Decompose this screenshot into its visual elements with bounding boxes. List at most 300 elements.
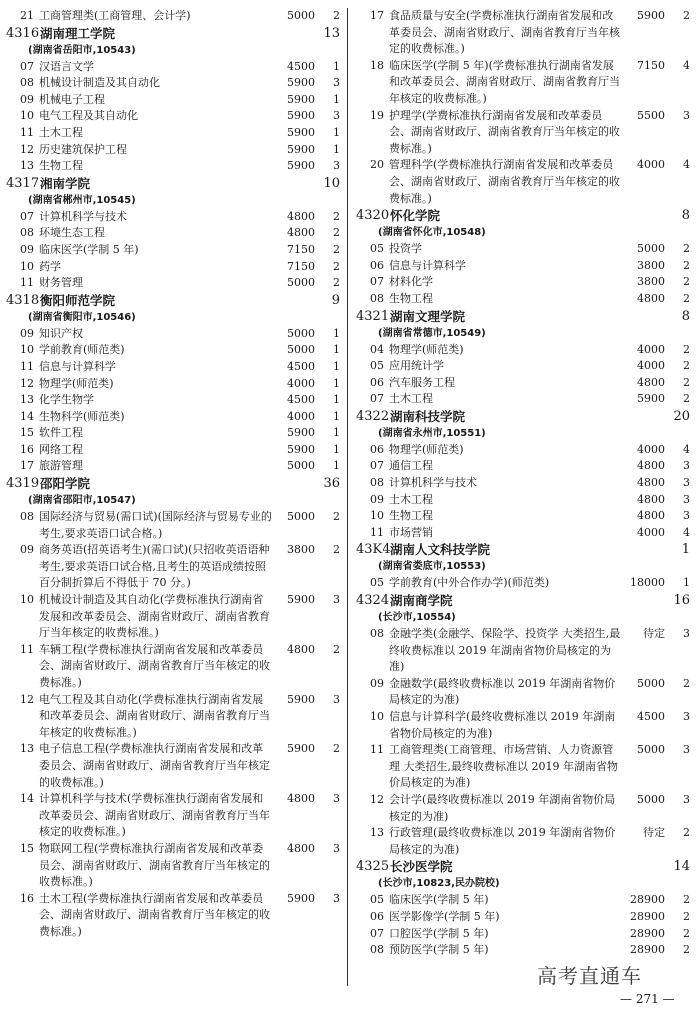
major-row [6, 92, 340, 109]
school-location: (湖南省常德市,10549) [378, 327, 486, 339]
tuition-fee: 18000 [630, 576, 665, 590]
major-row [356, 892, 690, 909]
plan-count: 4 [683, 58, 690, 72]
major-number: 04 [370, 342, 384, 356]
major-number: 07 [370, 926, 384, 940]
tuition-fee: 5900 [637, 392, 665, 406]
tuition-fee: 5000 [287, 276, 315, 290]
major-name: 土木工程 [39, 125, 83, 139]
major-number: 05 [370, 359, 384, 373]
plan-count: 2 [333, 259, 340, 273]
major-number: 11 [20, 125, 34, 139]
major-number: 19 [370, 108, 384, 122]
plan-count: 4 [683, 525, 690, 539]
plan-count: 1 [333, 59, 340, 73]
plan-count: 3 [683, 792, 690, 806]
plan-count: 1 [333, 326, 340, 340]
school-total: 1 [681, 542, 690, 558]
plan-count: 2 [333, 242, 340, 256]
tuition-fee: 4000 [637, 442, 665, 456]
tuition-fee: 5900 [287, 891, 315, 905]
major-number: 12 [20, 142, 34, 156]
major-name: 机械电子工程 [39, 92, 105, 106]
tuition-fee: 4000 [637, 359, 665, 373]
major-name: 食品质量与安全(学费标准执行湖南省发展和改革委员会、湖南省财政厅、湖南省教育厅当年核定的收费标准。) [389, 9, 620, 56]
major-number: 20 [370, 158, 384, 172]
major-name: 生物科学(师范类) [39, 409, 125, 423]
tuition-fee: 4000 [637, 158, 665, 172]
school-total: 8 [681, 308, 690, 324]
major-number: 05 [370, 242, 384, 256]
tuition-fee: 4500 [287, 359, 315, 373]
school-header [356, 858, 690, 876]
major-number: 08 [370, 476, 384, 490]
tuition-fee: 待定 [643, 826, 665, 840]
major-name: 电子信息工程(学费标准执行湖南省发展和改革委员会、湖南省财政厅、湖南省教育厅当年核定的收费标准。) [39, 742, 270, 789]
plan-count: 3 [333, 159, 340, 173]
major-row [6, 242, 340, 259]
major-row [6, 75, 340, 92]
tuition-fee: 待定 [643, 627, 665, 641]
major-number: 10 [370, 710, 384, 723]
plan-count: 3 [333, 692, 340, 706]
plan-count: 3 [683, 108, 690, 122]
major-row [6, 458, 340, 475]
column-divider [347, 8, 348, 986]
tuition-fee: 5900 [287, 442, 315, 456]
plan-count: 2 [683, 375, 690, 389]
tuition-fee: 5900 [287, 92, 315, 106]
plan-count: 2 [333, 226, 340, 240]
major-number: 06 [370, 375, 384, 389]
school-name: 邵阳学院 [40, 476, 91, 492]
major-number: 13 [20, 159, 34, 173]
major-name: 信息与计算科学 [39, 359, 116, 373]
major-name: 汉语言文学 [39, 59, 94, 73]
school-code: 4325 [356, 859, 390, 875]
major-name: 化学生物学 [39, 393, 94, 407]
major-number: 08 [370, 943, 384, 957]
major-number: 15 [20, 841, 34, 855]
school-header [6, 25, 340, 43]
major-name: 临床医学(学制 5 年)(学费标准执行湖南省发展和改革委员会、湖南省财政厅、湖南省教育厅当年核定的收费标准。) [389, 58, 620, 105]
major-name: 财务管理 [39, 276, 83, 290]
tuition-fee: 4800 [637, 509, 665, 523]
major-name: 商务英语(招英语考生)(需口试)(只招收英语语种考生,要求英语口试合格,且考生的英语成绩按照百分制折算后不得低于 70 分。) [39, 543, 270, 590]
plan-count: 2 [333, 209, 340, 223]
major-number: 06 [370, 909, 384, 923]
plan-count: 2 [333, 9, 340, 22]
major-row [356, 108, 690, 158]
major-row [356, 909, 690, 926]
tuition-fee: 5000 [637, 242, 665, 256]
tuition-fee: 4800 [637, 291, 665, 305]
major-number: 08 [370, 291, 384, 305]
tuition-fee: 7150 [287, 259, 315, 273]
plan-count: 2 [683, 291, 690, 305]
major-name: 金融学类(金融学、保险学、投资学 大类招生,最终收费标准以 2019 年湖南省物价局核定的为准) [389, 627, 621, 674]
major-row [356, 742, 690, 792]
major-name: 计算机科学与技术 [39, 209, 127, 223]
school-header [356, 541, 690, 559]
plan-count: 2 [683, 359, 690, 373]
major-number: 15 [20, 426, 34, 440]
plan-count: 3 [333, 841, 340, 855]
tuition-fee: 4800 [637, 476, 665, 490]
tuition-fee: 4800 [287, 209, 315, 223]
major-row [6, 425, 340, 442]
major-row [356, 375, 690, 392]
major-row [6, 841, 340, 891]
major-row [356, 58, 690, 108]
major-number: 08 [370, 627, 384, 641]
tuition-fee: 5900 [287, 593, 315, 607]
school-header [6, 475, 340, 493]
tuition-fee: 28900 [630, 926, 665, 940]
school-location: (长沙市,10823,民办院校) [378, 878, 500, 890]
major-number: 09 [20, 326, 34, 340]
major-row [356, 575, 690, 592]
major-name: 护理学(学费标准执行湖南省发展和改革委员会、湖南省财政厅、湖南省教育厅当年核定的收费标准。) [389, 108, 620, 155]
school-code: 4322 [356, 408, 390, 424]
major-number: 11 [20, 642, 34, 656]
major-name: 信息与计算科学(最终收费标准以 2019 年湖南省物价局核定的为准) [389, 710, 616, 740]
plan-count: 3 [333, 792, 340, 806]
major-name: 计算机科学与技术 [389, 476, 477, 490]
major-row [356, 942, 690, 959]
plan-count: 2 [683, 392, 690, 406]
major-name: 学前教育(中外合作办学)(师范类) [389, 576, 550, 590]
major-number: 13 [20, 742, 34, 756]
major-number: 05 [370, 893, 384, 907]
major-row [6, 542, 340, 592]
school-total: 16 [673, 593, 690, 609]
school-code: 4324 [356, 593, 390, 609]
plan-count: 1 [333, 343, 340, 357]
major-name: 物理学(师范类) [389, 442, 464, 456]
right-column [356, 8, 690, 959]
major-number: 10 [20, 343, 34, 357]
major-row [356, 926, 690, 943]
major-row [356, 676, 690, 709]
tuition-fee: 4000 [287, 376, 315, 390]
major-number: 10 [20, 593, 34, 607]
major-number: 05 [370, 576, 384, 590]
major-row [6, 142, 340, 159]
major-row [356, 709, 690, 742]
major-row [6, 259, 340, 276]
major-row [356, 391, 690, 408]
school-name: 湖南人文科技学院 [390, 542, 491, 558]
major-row [6, 125, 340, 142]
major-name: 临床医学(学制 5 年) [389, 893, 489, 907]
major-name: 汽车服务工程 [389, 375, 455, 389]
major-number: 12 [370, 792, 384, 806]
plan-count: 2 [333, 543, 340, 557]
plan-count: 2 [333, 642, 340, 656]
major-row [6, 209, 340, 226]
school-location: (湖南省娄底市,10553) [378, 561, 486, 573]
major-row [356, 626, 690, 676]
tuition-fee: 5000 [287, 343, 315, 357]
tuition-fee: 5000 [637, 743, 665, 757]
school-total: 10 [323, 175, 340, 191]
major-number: 08 [20, 226, 34, 240]
tuition-fee: 4500 [287, 393, 315, 407]
major-number: 11 [370, 743, 384, 757]
major-row [6, 376, 340, 393]
plan-count: 3 [333, 109, 340, 123]
major-row [6, 326, 340, 343]
school-name: 湖南科技学院 [390, 408, 466, 424]
plan-count: 2 [683, 826, 690, 840]
plan-count: 2 [333, 510, 340, 524]
plan-count: 1 [333, 359, 340, 373]
major-row [356, 525, 690, 542]
major-number: 16 [20, 891, 34, 905]
school-header [356, 308, 690, 326]
tuition-fee: 4500 [637, 710, 665, 723]
major-number: 09 [370, 676, 384, 690]
major-name: 信息与计算科学 [389, 258, 466, 272]
major-row [356, 291, 690, 308]
plan-count: 4 [683, 442, 690, 456]
major-name: 医学影像学(学制 5 年) [389, 909, 500, 923]
major-row [6, 891, 340, 941]
major-row [356, 8, 690, 58]
major-row [6, 225, 340, 242]
major-name: 历史建筑保护工程 [39, 142, 127, 156]
tuition-fee: 3800 [637, 258, 665, 272]
major-name: 市场营销 [389, 525, 433, 539]
major-number: 08 [20, 76, 34, 90]
major-number: 09 [370, 492, 384, 506]
tuition-fee: 5500 [637, 108, 665, 122]
school-name: 湘南学院 [40, 175, 91, 191]
left-column [6, 8, 340, 941]
plan-count: 2 [333, 742, 340, 756]
major-row [356, 241, 690, 258]
major-row [6, 275, 340, 292]
major-number: 07 [20, 209, 34, 223]
major-number: 12 [20, 376, 34, 390]
major-name: 行政管理(最终收费标准以 2019 年湖南省物价局核定的为准) [389, 826, 616, 856]
school-total: 14 [673, 859, 690, 875]
major-name: 生物工程 [389, 291, 433, 305]
major-row [356, 258, 690, 275]
major-name: 通信工程 [389, 459, 433, 473]
plan-count: 1 [333, 376, 340, 390]
plan-count: 3 [683, 710, 690, 723]
major-name: 旅游管理 [39, 459, 83, 473]
tuition-fee: 4800 [287, 226, 315, 240]
school-code: 4316 [6, 25, 40, 41]
major-number: 07 [370, 275, 384, 289]
tuition-fee: 5900 [287, 125, 315, 139]
major-row [356, 458, 690, 475]
plan-count: 2 [683, 893, 690, 907]
major-number: 14 [20, 409, 34, 423]
school-location: (湖南省邵阳市,10547) [28, 495, 136, 507]
tuition-fee: 4800 [287, 841, 315, 855]
major-number: 09 [20, 92, 34, 106]
major-number: 10 [20, 109, 34, 123]
tuition-fee: 28900 [630, 893, 665, 907]
major-name: 物联网工程(学费标准执行湖南省发展和改革委员会、湖南省财政厅、湖南省教育厅当年核定的收费标准。) [39, 841, 270, 889]
school-header [356, 408, 690, 426]
major-number: 06 [370, 442, 384, 456]
major-name: 计算机科学与技术(学费标准执行湖南省发展和改革委员会、湖南省财政厅、湖南省教育厅当年核定的收费标准。) [39, 792, 270, 839]
tuition-fee: 5900 [287, 142, 315, 156]
major-number: 18 [370, 58, 384, 72]
tuition-fee: 5900 [287, 426, 315, 440]
school-total: 20 [673, 408, 690, 424]
plan-count: 2 [683, 676, 690, 690]
major-row [6, 108, 340, 125]
school-header [356, 207, 690, 225]
major-number: 11 [370, 525, 384, 539]
major-row [356, 792, 690, 825]
school-location: (湖南省岳阳市,10543) [28, 44, 136, 56]
major-row [6, 158, 340, 175]
major-number: 21 [20, 9, 34, 22]
tuition-fee: 4800 [287, 642, 315, 656]
tuition-fee: 5900 [287, 159, 315, 173]
major-name: 车辆工程(学费标准执行湖南省发展和改革委员会、湖南省财政厅、湖南省教育厅当年核定的收费标准。) [39, 642, 270, 689]
major-name: 金融数学(最终收费标准以 2019 年湖南省物价局核定的为准) [389, 676, 616, 707]
tuition-fee: 5000 [287, 9, 315, 22]
tuition-fee: 4800 [287, 792, 315, 806]
school-name: 长沙医学院 [390, 859, 453, 875]
plan-count: 3 [333, 593, 340, 607]
major-name: 电气工程及其自动化(学费标准执行湖南省发展和改革委员会、湖南省财政厅、湖南省教育厅当年核定的收费标准。) [39, 692, 270, 739]
tuition-fee: 5000 [637, 792, 665, 806]
major-row [356, 358, 690, 375]
school-name: 湖南文理学院 [390, 308, 466, 324]
major-name: 工商管理类(工商管理、会计学) [39, 9, 191, 22]
major-row [6, 442, 340, 459]
major-number: 13 [370, 826, 384, 840]
school-code: 4319 [6, 476, 40, 492]
major-name: 工商管理类(工商管理、市场营销、人力资源管理 大类招生,最终收费标准以 2019 年湖南省物价局核定的为准) [389, 743, 618, 790]
plan-count: 3 [683, 459, 690, 473]
school-name: 怀化学院 [390, 208, 441, 224]
major-row [356, 274, 690, 291]
major-number: 13 [20, 393, 34, 407]
major-name: 材料化学 [389, 275, 433, 289]
plan-count: 1 [333, 426, 340, 440]
major-name: 土木工程 [389, 392, 433, 406]
school-location: (湖南省怀化市,10548) [378, 227, 486, 239]
major-row [6, 59, 340, 76]
tuition-fee: 28900 [630, 909, 665, 923]
school-code: 4320 [356, 208, 390, 224]
tuition-fee: 3800 [287, 543, 315, 557]
major-name: 会计学(最终收费标准以 2019 年湖南省物价局核定的为准) [389, 792, 616, 823]
school-location: (湖南省衡阳市,10546) [28, 311, 136, 323]
plan-count: 2 [683, 275, 690, 289]
plan-count: 2 [683, 342, 690, 356]
major-name: 临床医学(学制 5 年) [39, 242, 139, 256]
tuition-fee: 28900 [630, 943, 665, 957]
school-location: (湖南省永州市,10551) [378, 427, 486, 439]
plan-count: 2 [683, 909, 690, 923]
major-name: 预防医学(学制 5 年) [389, 943, 489, 957]
major-number: 11 [20, 276, 34, 290]
major-row [6, 509, 340, 542]
major-number: 17 [20, 459, 34, 473]
school-name: 湖南理工学院 [40, 25, 116, 41]
major-name: 土木工程 [389, 492, 433, 506]
plan-count: 3 [683, 509, 690, 523]
major-name: 知识产权 [39, 326, 83, 340]
major-name: 网络工程 [39, 442, 83, 456]
plan-count: 1 [333, 142, 340, 156]
major-name: 药学 [39, 259, 61, 273]
major-row [6, 409, 340, 426]
tuition-fee: 5900 [287, 742, 315, 756]
major-row [6, 692, 340, 742]
school-code: 43K4 [356, 542, 391, 558]
major-row [6, 359, 340, 376]
tuition-fee: 4000 [637, 342, 665, 356]
school-location: (湖南省郴州市,10545) [28, 194, 136, 206]
tuition-fee: 4800 [637, 375, 665, 389]
major-number: 12 [20, 692, 34, 706]
tuition-fee: 4800 [637, 459, 665, 473]
plan-count: 1 [333, 92, 340, 106]
plan-count: 2 [683, 258, 690, 272]
major-row [6, 791, 340, 841]
tuition-fee: 4500 [287, 59, 315, 73]
major-row [356, 157, 690, 207]
tuition-fee: 4800 [637, 492, 665, 506]
major-name: 环境生态工程 [39, 226, 105, 240]
tuition-fee: 4000 [637, 525, 665, 539]
major-name: 国际经济与贸易(需口试)(国际经济与贸易专业的考生,要求英语口试合格。) [39, 510, 272, 540]
tuition-fee: 7150 [287, 242, 315, 256]
page-number: — 271 — [620, 992, 675, 1006]
school-code: 4317 [6, 175, 40, 191]
major-name: 管理科学(学费标准执行湖南省发展和改革委员会、湖南省财政厅、湖南省教育厅当年核定的收费标准。) [389, 158, 620, 205]
major-number: 16 [20, 442, 34, 456]
major-number: 07 [370, 459, 384, 473]
plan-count: 1 [683, 576, 690, 590]
major-row [6, 741, 340, 791]
tuition-fee: 7150 [637, 58, 665, 72]
plan-count: 2 [683, 926, 690, 940]
plan-count: 3 [333, 76, 340, 90]
major-row [6, 592, 340, 642]
school-name: 湖南商学院 [390, 593, 453, 609]
tuition-fee: 5900 [287, 76, 315, 90]
major-number: 09 [20, 242, 34, 256]
major-row [356, 825, 690, 858]
plan-count: 1 [333, 393, 340, 407]
tuition-fee: 4000 [287, 409, 315, 423]
school-code: 4318 [6, 292, 40, 308]
tuition-fee: 5900 [287, 692, 315, 706]
major-number: 11 [20, 359, 34, 373]
major-row [6, 342, 340, 359]
school-location: (长沙市,10554) [378, 612, 456, 624]
plan-count: 3 [683, 492, 690, 506]
major-name: 生物工程 [389, 509, 433, 523]
plan-count: 4 [683, 158, 690, 172]
major-number: 17 [370, 9, 384, 22]
major-number: 14 [20, 792, 34, 806]
major-name: 软件工程 [39, 426, 83, 440]
